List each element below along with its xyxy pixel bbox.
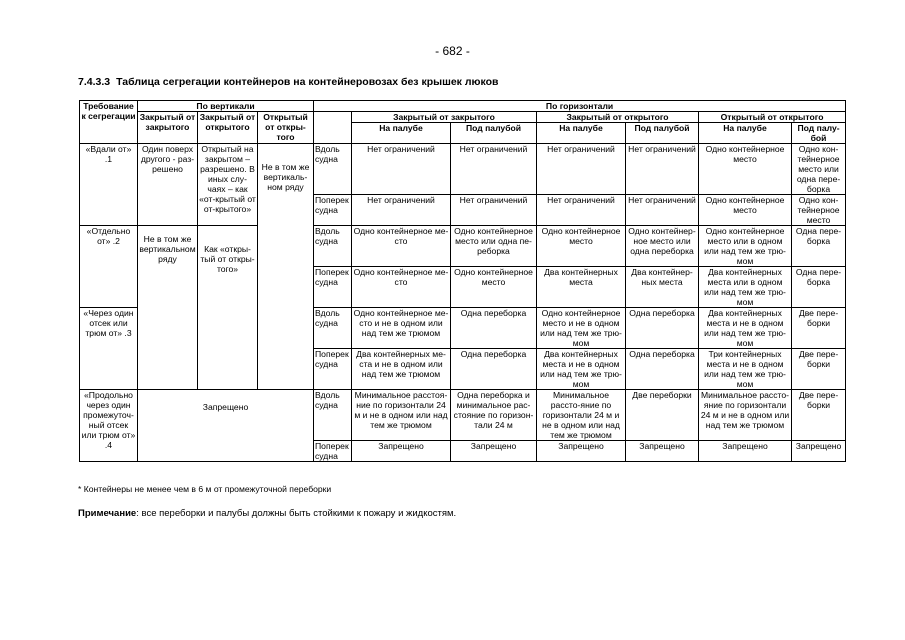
cell: Два контейнерных места и не в одном или над тем же трю-мом	[537, 349, 626, 390]
cell: Запрещено	[792, 441, 846, 462]
h-closed-open-header: Закрытый от открытого	[537, 112, 699, 123]
cell: Одна пере-борка	[792, 267, 846, 308]
cell: Два контейнер-ных места	[626, 267, 699, 308]
on-deck-header-1: На палубе	[352, 123, 451, 144]
row-label: «Вдали от» .1	[80, 144, 138, 226]
cell: Одно контейнер-ное место или одна переборка	[626, 226, 699, 267]
cell: Одна переборка	[451, 308, 537, 349]
cell: Одно контейнерное ме-сто	[352, 267, 451, 308]
cell-v-open-closed: Как «откры-тый от откры-того»	[198, 226, 258, 390]
under-deck-header-3: Под палу-бой	[792, 123, 846, 144]
cell: Одна переборка	[626, 349, 699, 390]
row-longitudinal-along	[80, 390, 846, 441]
page-number: - 682 -	[435, 44, 470, 58]
segregation-table	[79, 100, 846, 462]
section-title: Таблица сегрегации контейнеров на контейнеровозах без крышек люков	[116, 76, 499, 88]
cell: Нет ограничений	[451, 144, 537, 195]
cell: Два контейнерных места или в одном или над тем же трю-мом	[699, 267, 792, 308]
cell: Запрещено	[451, 441, 537, 462]
cell: Нет ограничений	[352, 195, 451, 226]
under-deck-header-1: Под палубой	[451, 123, 537, 144]
cell: Одно контейнерное ме-сто и не в одном или над тем же трюмом	[352, 308, 451, 349]
requirement-header: Требование к сегрегации	[80, 101, 138, 144]
cell: Нет ограничений	[537, 195, 626, 226]
cell-v-open-open: Не в том же вертикаль-ном ряду	[258, 144, 314, 390]
cell: Одна переборка	[451, 349, 537, 390]
note	[78, 508, 456, 519]
cell: Одно контейнерное место	[699, 195, 792, 226]
cell: Одна пере-борка	[792, 226, 846, 267]
direction-along: Вдоль судна	[314, 226, 352, 267]
row-label: «Через один отсек или трюм от» .3	[80, 308, 138, 390]
cell: Запрещено	[699, 441, 792, 462]
cell: Два контейнерных места и не в одном или над тем же трю-мом	[699, 308, 792, 349]
cell: Нет ограничений	[451, 195, 537, 226]
cell: Две пере-борки	[792, 390, 846, 441]
v-open-open-header: Открытый от откры-того	[258, 112, 314, 144]
section-heading	[78, 76, 498, 88]
vertical-header: По вертикали	[138, 101, 314, 112]
horizontal-header: По горизонтали	[314, 101, 846, 112]
row-away-from-along	[80, 144, 846, 195]
footnote: * Контейнеры не менее чем в 6 м от промежуточной переборки	[78, 484, 332, 494]
cell: Минимальное рассто-яние по горизонтали 24 м и не в одном или над тем же трюмом	[699, 390, 792, 441]
direction-across: Поперек судна	[314, 267, 352, 308]
cell: Минимальное расстоя-ние по горизонтали 24 м и не в одном или над тем же трюмом	[352, 390, 451, 441]
cell: Одно контейнерное место или в одном или над тем же трю-мом	[699, 226, 792, 267]
on-deck-header-3: На палубе	[699, 123, 792, 144]
cell: Одно кон-тейнерное место	[792, 195, 846, 226]
on-deck-header-2: На палубе	[537, 123, 626, 144]
cell-v-closed: Не в том же вертикальном ряду	[138, 226, 198, 390]
cell: Три контейнерных места и не в одном или над тем же трю-мом	[699, 349, 792, 390]
cell: Одно контейнерное место	[451, 267, 537, 308]
cell: Два контейнерных ме-ста и не в одном или над тем же трюмом	[352, 349, 451, 390]
note-label: Примечание	[78, 508, 137, 519]
cell: Нет ограничений	[352, 144, 451, 195]
cell: Одно контейнерное место	[537, 226, 626, 267]
cell-vertical-prohibited: Запрещено	[138, 390, 314, 462]
cell: Одно контейнерное место или одна пе-реборка	[451, 226, 537, 267]
h-open-open-header: Открытый от открытого	[699, 112, 846, 123]
direction-across: Поперек судна	[314, 349, 352, 390]
cell: Две переборки	[626, 390, 699, 441]
cell: Две пере-борки	[792, 349, 846, 390]
cell: Два контейнерных места	[537, 267, 626, 308]
cell: Одно контейнерное место и не в одном или над тем же трю-мом	[537, 308, 626, 349]
cell: Две пере-борки	[792, 308, 846, 349]
v-closed-closed-header: Закрытый от закрытого	[138, 112, 198, 144]
row-label: «Продольно через один промежуточ-ный отсек или трюм от» .4	[80, 390, 138, 462]
section-number: 7.4.3.3	[78, 76, 111, 88]
row-separated-along	[80, 226, 846, 267]
cell: Одно кон-тейнерное место или одна пере-борка	[792, 144, 846, 195]
header-row-2	[80, 112, 846, 123]
direction-along: Вдоль судна	[314, 308, 352, 349]
header-row-1	[80, 101, 846, 112]
cell: Нет ограничений	[537, 144, 626, 195]
cell-v-open-closed: Открытый на закрытом – разрешено. В иных слу-чаях – как «от-крытый от от-крытого»	[198, 144, 258, 226]
cell: Одна переборка и минимальное рас-стояние по горизон-тали 24 м	[451, 390, 537, 441]
direction-across: Поперек судна	[314, 195, 352, 226]
cell: Нет ограничений	[626, 144, 699, 195]
cell: Одно контейнерное ме-сто	[352, 226, 451, 267]
under-deck-header-2: Под палубой	[626, 123, 699, 144]
cell: Одна переборка	[626, 308, 699, 349]
cell: Одно контейнерное место	[699, 144, 792, 195]
direction-header-blank	[314, 112, 352, 144]
cell: Нет ограничений	[626, 195, 699, 226]
direction-along: Вдоль судна	[314, 144, 352, 195]
cell: Запрещено	[626, 441, 699, 462]
cell: Запрещено	[352, 441, 451, 462]
cell: Минимальное рассто-яние по горизонтали 24 м и не в одном или над тем же трюмом	[537, 390, 626, 441]
direction-along: Вдоль судна	[314, 390, 352, 441]
h-closed-closed-header: Закрытый от закрытого	[352, 112, 537, 123]
v-closed-open-header: Закрытый от открытого	[198, 112, 258, 144]
cell-v-closed: Один поверх другого - раз-решено	[138, 144, 198, 226]
cell: Запрещено	[537, 441, 626, 462]
note-text: : все переборки и палубы должны быть стойкими к пожару и жидкостям.	[136, 508, 457, 519]
row-label: «Отдельно от» .2	[80, 226, 138, 308]
direction-across: Поперек судна	[314, 441, 352, 462]
